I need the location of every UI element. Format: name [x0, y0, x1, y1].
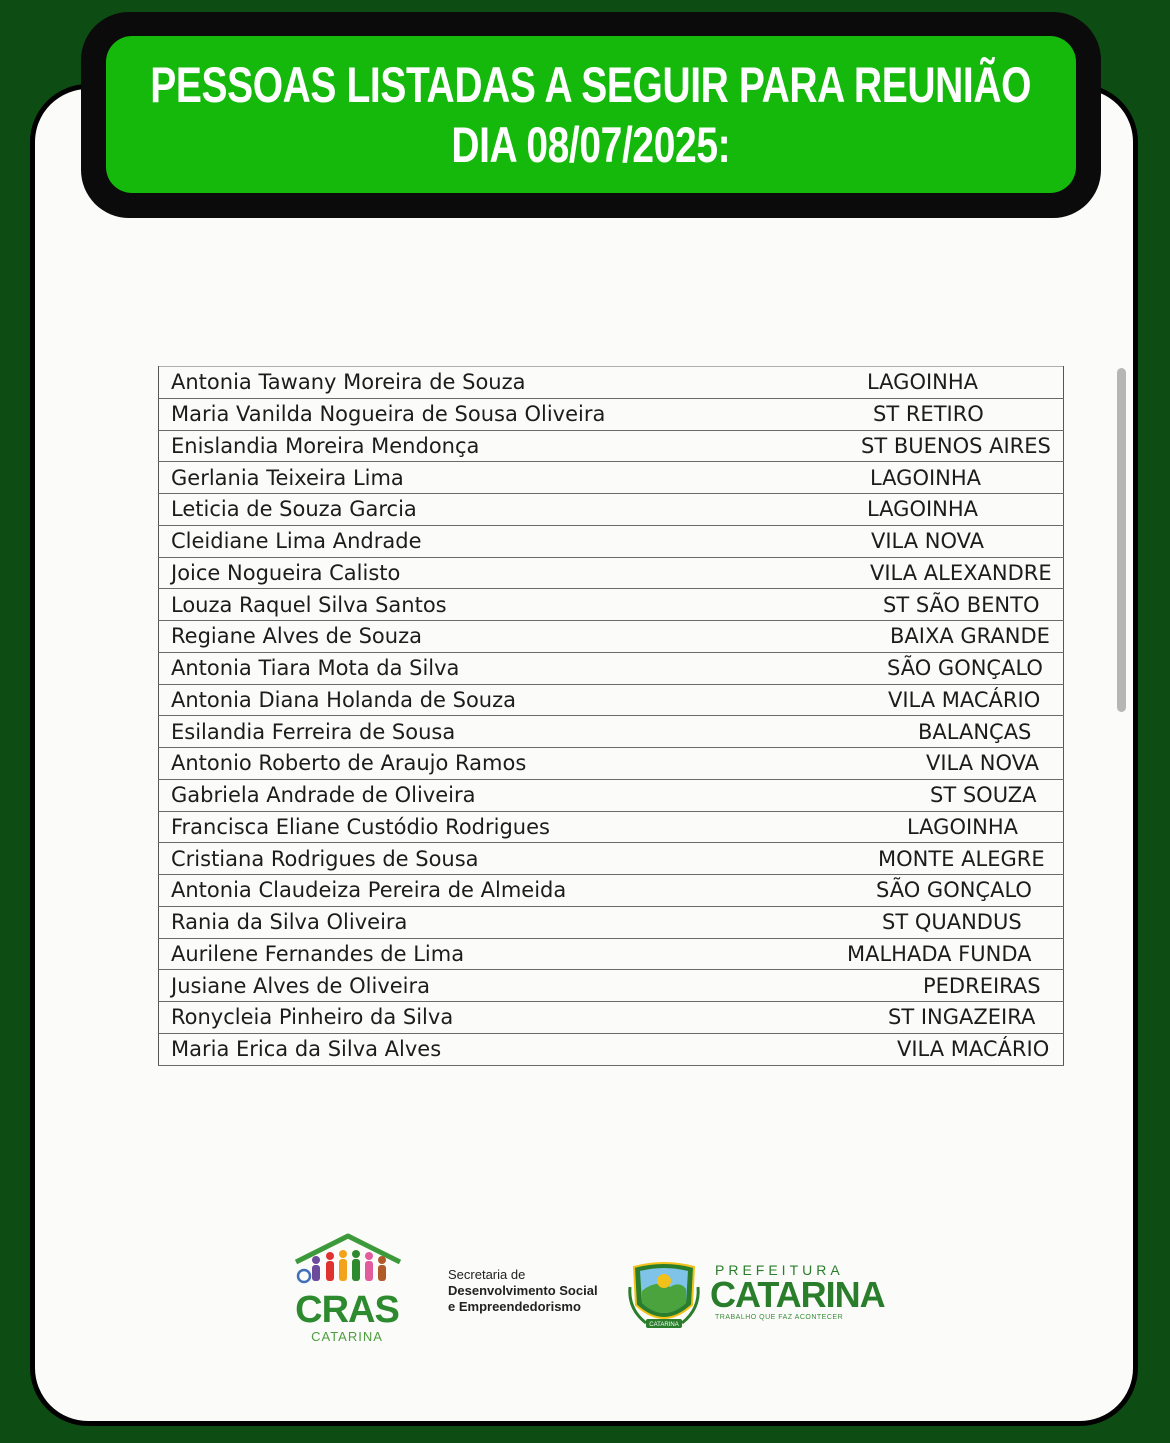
- person-name: Maria Erica da Silva Alves: [159, 1033, 812, 1065]
- person-name: Antonia Tiara Mota da Silva: [159, 652, 812, 684]
- table-row: [159, 430, 1064, 462]
- table-row: [159, 557, 1064, 589]
- prefeitura-name: CATARINA: [710, 1274, 885, 1315]
- person-location: VILA ALEXANDRE: [811, 557, 1064, 589]
- table-row: [159, 1033, 1064, 1065]
- person-name: Joice Nogueira Calisto: [159, 557, 812, 589]
- person-name: Francisca Eliane Custódio Rodrigues: [159, 811, 812, 843]
- table-row: [159, 716, 1064, 748]
- title-line-2: DIA 08/07/2025:: [451, 116, 731, 173]
- seal-label: CATARINA: [649, 1322, 679, 1328]
- people-table: [158, 366, 1064, 1066]
- person-name: Ronycleia Pinheiro da Silva: [159, 1002, 812, 1034]
- person-location: LAGOINHA: [811, 462, 1064, 494]
- municipal-seal-icon: [626, 1257, 702, 1333]
- person-name: Aurilene Fernandes de Lima: [159, 938, 812, 970]
- table-row: [159, 779, 1064, 811]
- secretaria-line-2: Desenvolvimento Social: [448, 1283, 598, 1298]
- person-location: MONTE ALEGRE: [811, 843, 1064, 875]
- table-row: [159, 684, 1064, 716]
- person-location: MALHADA FUNDA: [811, 938, 1064, 970]
- title-line-1: PESSOAS LISTADAS A SEGUIR PARA REUNIÃO: [150, 56, 1032, 113]
- person-name: Maria Vanilda Nogueira de Sousa Oliveira: [159, 398, 812, 430]
- person-name: Louza Raquel Silva Santos: [159, 589, 812, 621]
- person-location: BAIXA GRANDE: [811, 621, 1064, 653]
- footer-logos: [283, 1232, 887, 1372]
- table-row: [159, 621, 1064, 653]
- person-name: Antonia Tawany Moreira de Souza: [159, 367, 812, 399]
- table-row: [159, 748, 1064, 780]
- person-location: ST RETIRO: [811, 398, 1064, 430]
- table-row: [159, 970, 1064, 1002]
- person-name: Leticia de Souza Garcia: [159, 494, 812, 526]
- person-location: VILA NOVA: [811, 525, 1064, 557]
- person-name: Antonio Roberto de Araujo Ramos: [159, 748, 812, 780]
- person-name: Gerlania Teixeira Lima: [159, 462, 812, 494]
- person-location: LAGOINHA: [811, 494, 1064, 526]
- person-location: SÃO GONÇALO: [811, 652, 1064, 684]
- person-name: Regiane Alves de Souza: [159, 621, 812, 653]
- cras-logo-text: CRAS: [295, 1289, 399, 1331]
- title-banner: [106, 36, 1076, 193]
- table-row: [159, 398, 1064, 430]
- table-row: [159, 906, 1064, 938]
- person-location: VILA MACÁRIO: [811, 1033, 1064, 1065]
- person-name: Esilandia Ferreira de Sousa: [159, 716, 812, 748]
- person-location: VILA MACÁRIO: [811, 684, 1064, 716]
- person-location: ST SÃO BENTO: [811, 589, 1064, 621]
- person-location: VILA NOVA: [811, 748, 1064, 780]
- person-name: Enislandia Moreira Mendonça: [159, 430, 812, 462]
- person-location: BALANÇAS: [811, 716, 1064, 748]
- person-name: Cristiana Rodrigues de Sousa: [159, 843, 812, 875]
- person-location: ST QUANDUS: [811, 906, 1064, 938]
- table-row: [159, 811, 1064, 843]
- secretaria-line-3: e Empreendedorismo: [448, 1299, 581, 1314]
- secretaria-text: [448, 1267, 628, 1315]
- person-name: Rania da Silva Oliveira: [159, 906, 812, 938]
- table-row: [159, 1002, 1064, 1034]
- prefeitura-label: PREFEITURA: [715, 1262, 844, 1278]
- table-row: [159, 843, 1064, 875]
- person-name: Antonia Claudeiza Pereira de Almeida: [159, 875, 812, 907]
- person-location: PEDREIRAS: [811, 970, 1064, 1002]
- table-row: [159, 525, 1064, 557]
- prefeitura-slogan: TRABALHO QUE FAZ ACONTECER: [715, 1314, 844, 1321]
- person-location: LAGOINHA: [811, 811, 1064, 843]
- person-name: Jusiane Alves de Oliveira: [159, 970, 812, 1002]
- table-row: [159, 494, 1064, 526]
- table-row: [159, 462, 1064, 494]
- cras-subtitle: CATARINA: [311, 1329, 383, 1344]
- table-row: [159, 875, 1064, 907]
- table-row: [159, 938, 1064, 970]
- person-location: ST SOUZA: [811, 779, 1064, 811]
- person-name: Antonia Diana Holanda de Souza: [159, 684, 812, 716]
- table-row: [159, 589, 1064, 621]
- person-location: SÃO GONÇALO: [811, 875, 1064, 907]
- table-row: [159, 367, 1064, 399]
- secretaria-line-1: Secretaria de: [448, 1267, 526, 1282]
- person-name: Cleidiane Lima Andrade: [159, 525, 812, 557]
- table-row: [159, 652, 1064, 684]
- person-location: ST BUENOS AIRES: [811, 430, 1064, 462]
- person-name: Gabriela Andrade de Oliveira: [159, 779, 812, 811]
- person-location: ST INGAZEIRA: [811, 1002, 1064, 1034]
- scrollbar[interactable]: [1117, 368, 1126, 712]
- person-location: LAGOINHA: [811, 367, 1064, 399]
